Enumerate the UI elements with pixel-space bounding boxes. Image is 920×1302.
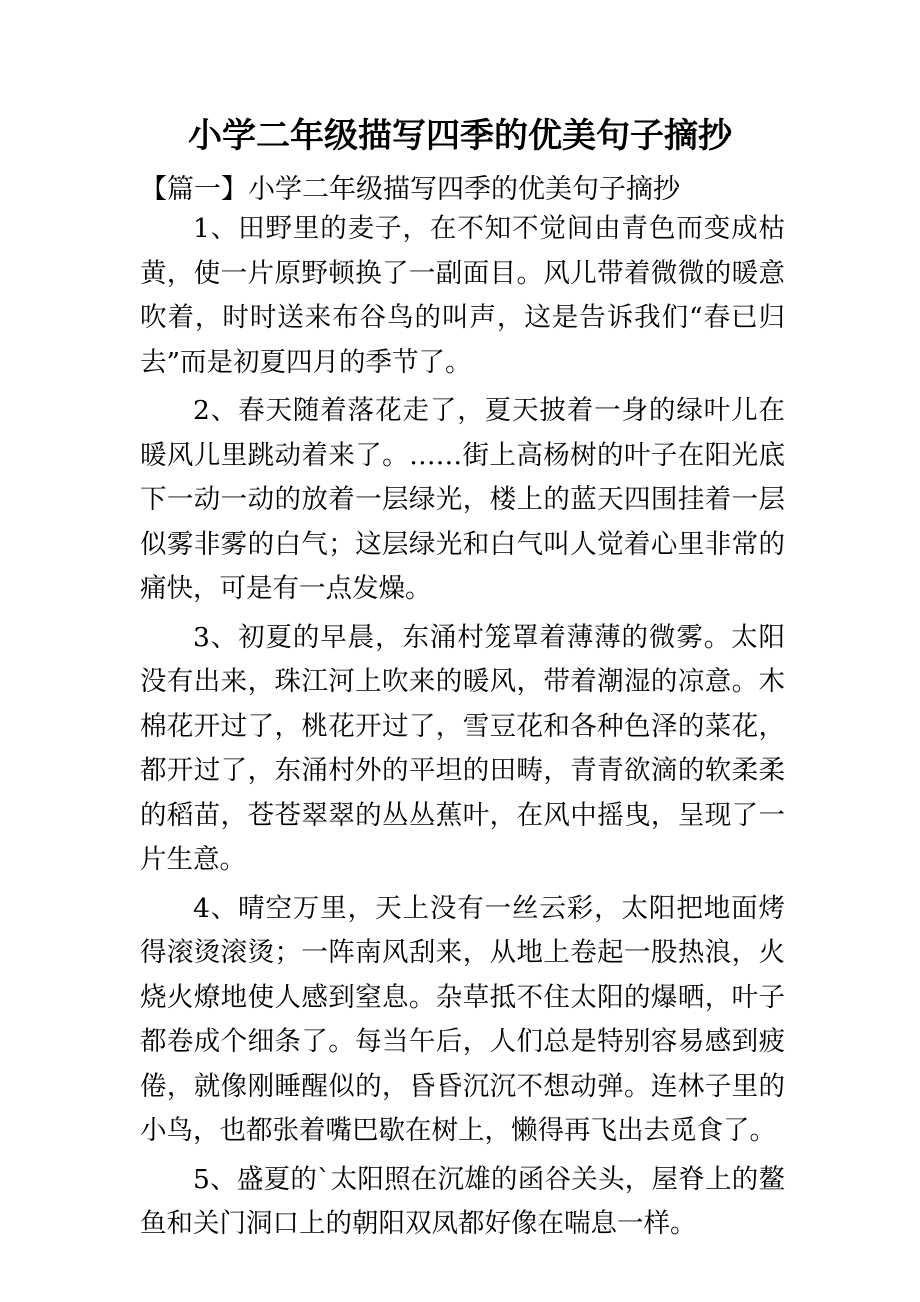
document-title: 小学二年级描写四季的优美句子摘抄 bbox=[188, 116, 732, 156]
paragraph-5: 5、盛夏的`太阳照在沉雄的函谷关头，屋脊上的鳌鱼和关门洞口上的朝阳双凤都好像在喘息一样。 bbox=[140, 1163, 785, 1239]
document-body bbox=[140, 207, 785, 1251]
paragraph-4: 4、晴空万里，天上没有一丝云彩，太阳把地面烤得滚烫滚烫；一阵南风刮来，从地上卷起一股热浪，火烧火燎地使人感到窒息。杂草抵不住太阳的爆晒，叶子都卷成个细条了。每当午后，人们总是特别容易感到疲倦，就像刚睡醒似的，昏昏沉沉不想动弹。连林子里的小鸟，也都张着嘴巴歇在树上，懒得再飞出去觅食了。 bbox=[140, 892, 785, 1146]
paragraph-2: 2、春天随着落花走了，夏天披着一身的绿叶儿在暖风儿里跳动着来了。……街上高杨树的叶子在阳光底下一动一动的放着一层绿光，楼上的蓝天四围挂着一层似雾非雾的白气；这层绿光和白气叫人觉着心里非常的痛快，可是有一点发燥。 bbox=[140, 395, 785, 604]
paragraph-3: 3、初夏的早晨，东涌村笼罩着薄薄的微雾。太阳没有出来，珠江河上吹来的暖风，带着潮湿的凉意。木棉花开过了，桃花开过了，雪豆花和各种色泽的菜花，都开过了，东涌村外的平坦的田畴，青青欲滴的软柔柔的稻苗，苍苍翠翠的丛丛蕉叶，在风中摇曳，呈现了一片生意。 bbox=[140, 621, 785, 875]
section-heading: 【篇一】小学二年级描写四季的优美句子摘抄 bbox=[140, 174, 680, 205]
paragraph-1: 1、田野里的麦子，在不知不觉间由青色而变成枯黄，使一片原野顿换了一副面目。风儿带着微微的暖意吹着，时时送来布谷鸟的叫声，这是告诉我们“春已归去”而是初夏四月的季节了。 bbox=[140, 213, 785, 378]
